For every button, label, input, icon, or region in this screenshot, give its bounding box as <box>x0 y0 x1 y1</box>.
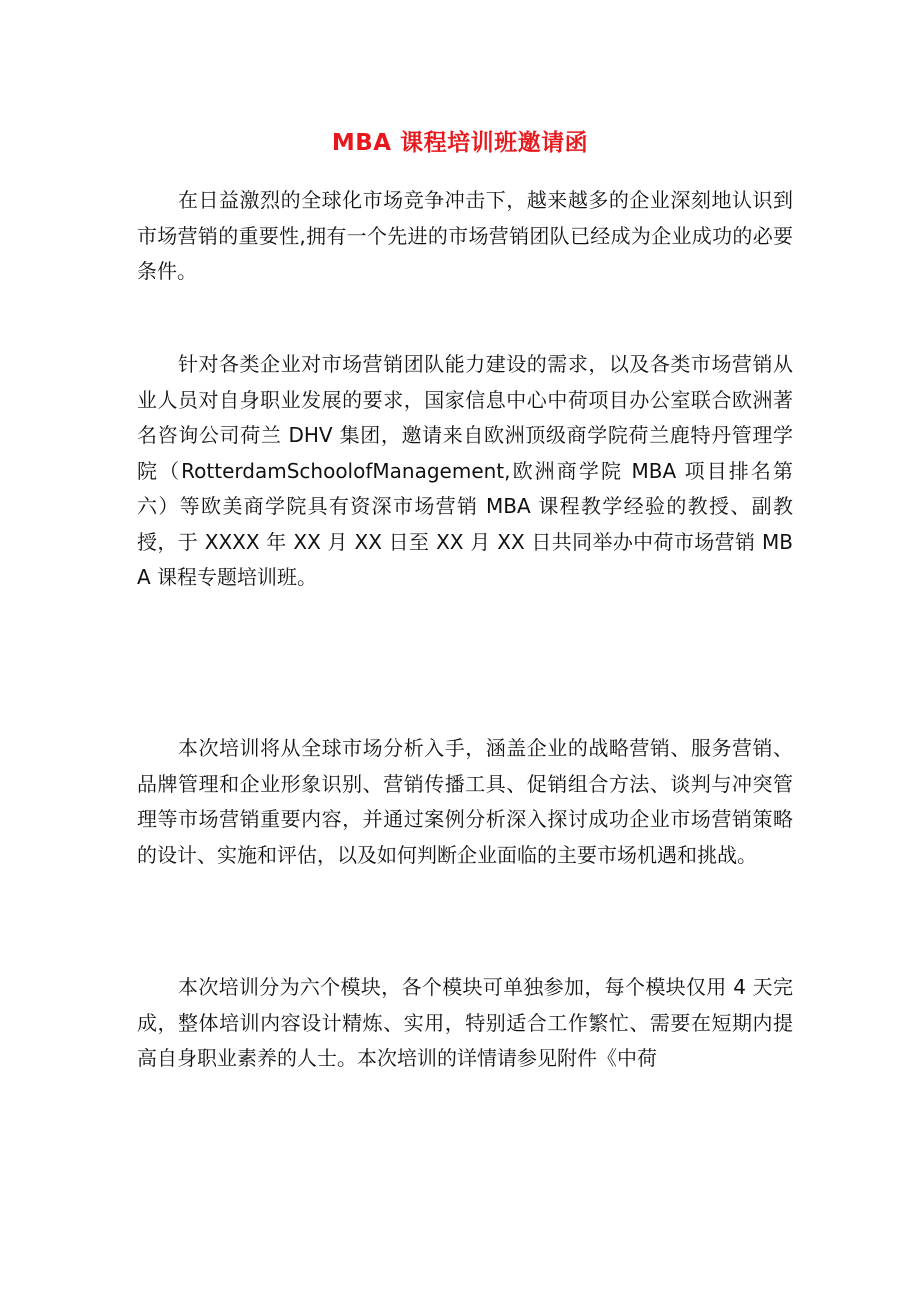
paragraph-intro: 在日益激烈的全球化市场竞争冲击下，越来越多的企业深刻地认识到市场营销的重要性,拥有一个先进的市场营销团队已经成为企业成功的必要条件。 <box>137 188 793 283</box>
paragraph-program: 针对各类企业对市场营销团队能力建设的需求，以及各类市场营销从业人员对自身职业发展的要求，国家信息中心中荷项目办公室联合欧洲著名咨询公司荷兰 DHV 集团，邀请来自欧洲顶级商学院荷兰鹿特丹管理学院（RotterdamSchoolofManagement,欧洲商学院 MBA 项目排名第六）等欧美商学院具有资深市场营销 MBA 课程教学经验的教授、副教授，于 XXXX 年 XX 月 XX 日至 XX 月 XX 日共同举办中荷市场营销 MBA 课程专题培训班。 <box>137 352 793 589</box>
paragraph-content: 本次培训将从全球市场分析入手，涵盖企业的战略营销、服务营销、品牌管理和企业形象识别、营销传播工具、促销组合方法、谈判与冲突管理等市场营销重要内容，并通过案例分析深入探讨成功企业市场营销策略的设计、实施和评估，以及如何判断企业面临的主要市场机遇和挑战。 <box>137 736 793 867</box>
document-title: MBA 课程培训班邀请函 <box>331 130 589 156</box>
paragraph-modules: 本次培训分为六个模块，各个模块可单独参加，每个模块仅用 4 天完成，整体培训内容设计精炼、实用，特别适合工作繁忙、需要在短期内提高自身职业素养的人士。本次培训的详情请参见附件《中荷 <box>137 975 793 1070</box>
